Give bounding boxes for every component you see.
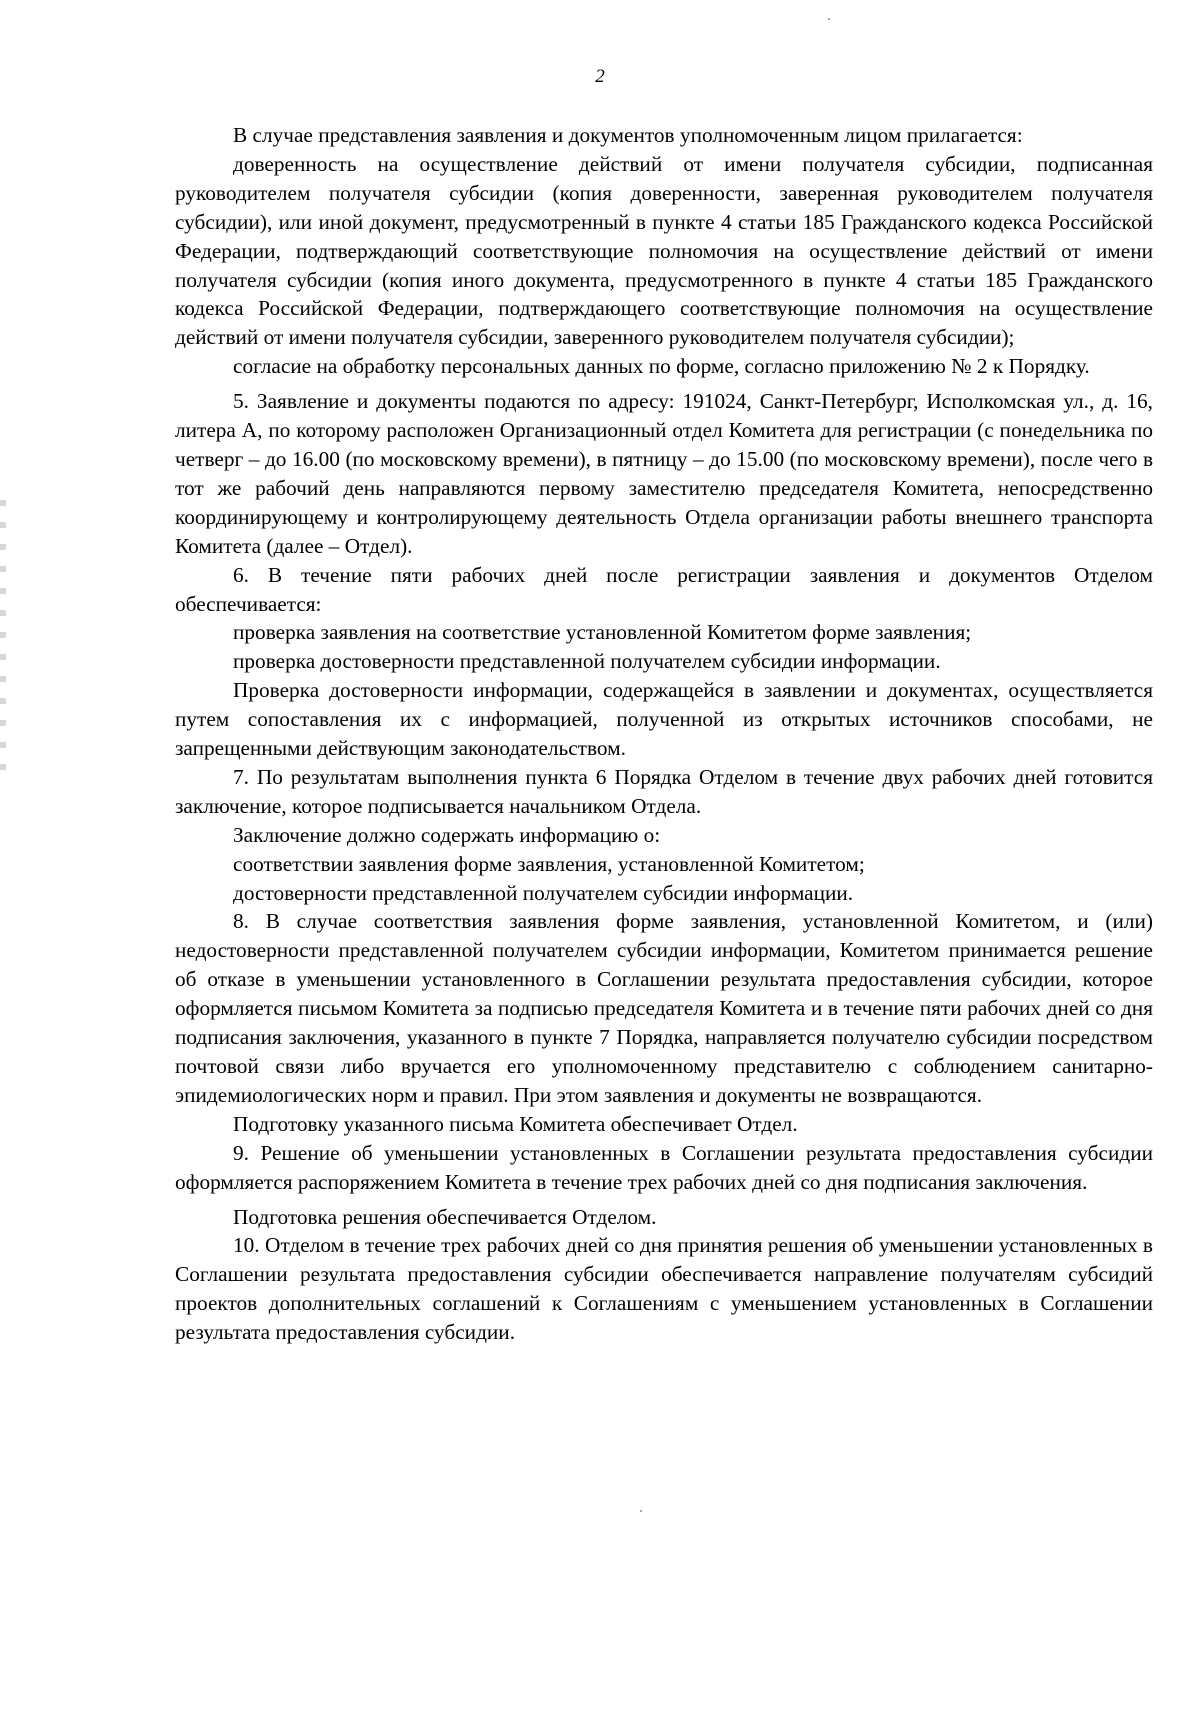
scan-margin-marks (0, 500, 6, 780)
paragraph-consent: согласие на обработку персональных данных по форме, согласно приложению № 2 к Порядку. (233, 354, 1090, 379)
paragraph-intro: В случае представления заявления и документов уполномоченным лицом прилагается: (233, 123, 1023, 147)
paragraph-letter-prep: Подготовку указанного письма Комитета обеспечивает Отдел. (233, 1111, 798, 1136)
paragraph-power-of-attorney: доверенность на осуществление действий от имени получателя субсидии, подписанная руководителем получателя субсидии (копия доверенности, заверенная руководителем получателя субсидии), или иной документ, предусмотренный в пункте 4 статьи 185 Гражданского кодекса Российской Федерации, подтверждающий соответствующие полномочия на осуществление действий от имени получателя субсидии (копия иного документа, предусмотренного в пункте 4 статьи 185 Гражданского кодекса Российской Федерации, подтверждающего соответствующие полномочия на осуществление действий от имени получателя субсидии, заверенного руководителем получателя субсидии); (175, 151, 1153, 350)
paragraph-item-6: 6. В течение пяти рабочих дней после регистрации заявления и документов Отделом обеспечивается: (175, 562, 1153, 616)
scan-speck (640, 1510, 642, 1512)
paragraph-check-form: проверка заявления на соответствие установленной Комитетом форме заявления; (233, 620, 972, 645)
paragraph-conclusion-content: Заключение должно содержать информацию о: (233, 822, 661, 847)
paragraph-item-7: 7. По результатам выполнения пункта 6 Порядка Отделом в течение двух рабочих дней готовится заключение, которое подписывается начальником Отдела. (175, 764, 1153, 818)
paragraph-item-5: 5. Заявление и документы подаются по адресу: 191024, Санкт-Петербург, Исполкомская ул., д. 16, литера А, по которому расположен Организационный отдел Комитета для регистрации (с понедельника по четверг – до 16.00 (по московскому времени), в пятницу – до 15.00 (по московскому времени), после чего в тот же рабочий день направляются первому заместителю председателя Комитета, непосредственно координирующему и контролирующему деятельность Отдела организации работы внешнего транспорта Комитета (далее – Отдел). (175, 389, 1153, 558)
paragraph-item-9: 9. Решение об уменьшении установленных в Соглашении результата предоставления субсидии оформляется распоряжением Комитета в течение трех рабочих дней со дня подписания заключения. (175, 1140, 1153, 1194)
page-number: 2 (595, 66, 605, 87)
paragraph-check-accuracy: проверка достоверности представленной получателем субсидии информации. (233, 649, 941, 674)
paragraph-item-8: 8. В случае соответствия заявления форме заявления, установленной Комитетом, и (или) недостоверности представленной получателем субсидии информации, Комитетом принимается решение об отказе в уменьшении установленного в Соглашении результата предоставления субсидии, которое оформляется письмом Комитета за подписью председателя Комитета и в течение пяти рабочих дней со дня подписания заключения, указанного в пункте 7 Порядка, направляется получателю субсидии посредством почтовой связи либо вручается его уполномоченному представителю с соблюдением санитарно-эпидемиологических норм и правил. При этом заявления и документы не возвращаются. (175, 909, 1153, 1107)
scan-speck (828, 18, 830, 20)
paragraph-verification: Проверка достоверности информации, содержащейся в заявлении и документах, осуществляется путем сопоставления их с информацией, полученной из открытых источников способами, не запрещенными действующим законодательством. (175, 678, 1153, 761)
paragraph-decision-prep: Подготовка решения обеспечивается Отделом. (233, 1204, 657, 1229)
paragraph-conclusion-form: соответствии заявления форме заявления, установленной Комитетом; (233, 851, 865, 876)
document-body (175, 121, 1153, 1347)
paragraph-conclusion-accuracy: достоверности представленной получателем субсидии информации. (233, 880, 854, 905)
paragraph-item-10: 10. Отделом в течение трех рабочих дней со дня принятия решения об уменьшении установленных в Соглашении результата предоставления субсидии обеспечивается направление получателям субсидий проектов дополнительных соглашений к Соглашениям с уменьшением установленных в Соглашении результата предоставления субсидии. (175, 1233, 1153, 1345)
